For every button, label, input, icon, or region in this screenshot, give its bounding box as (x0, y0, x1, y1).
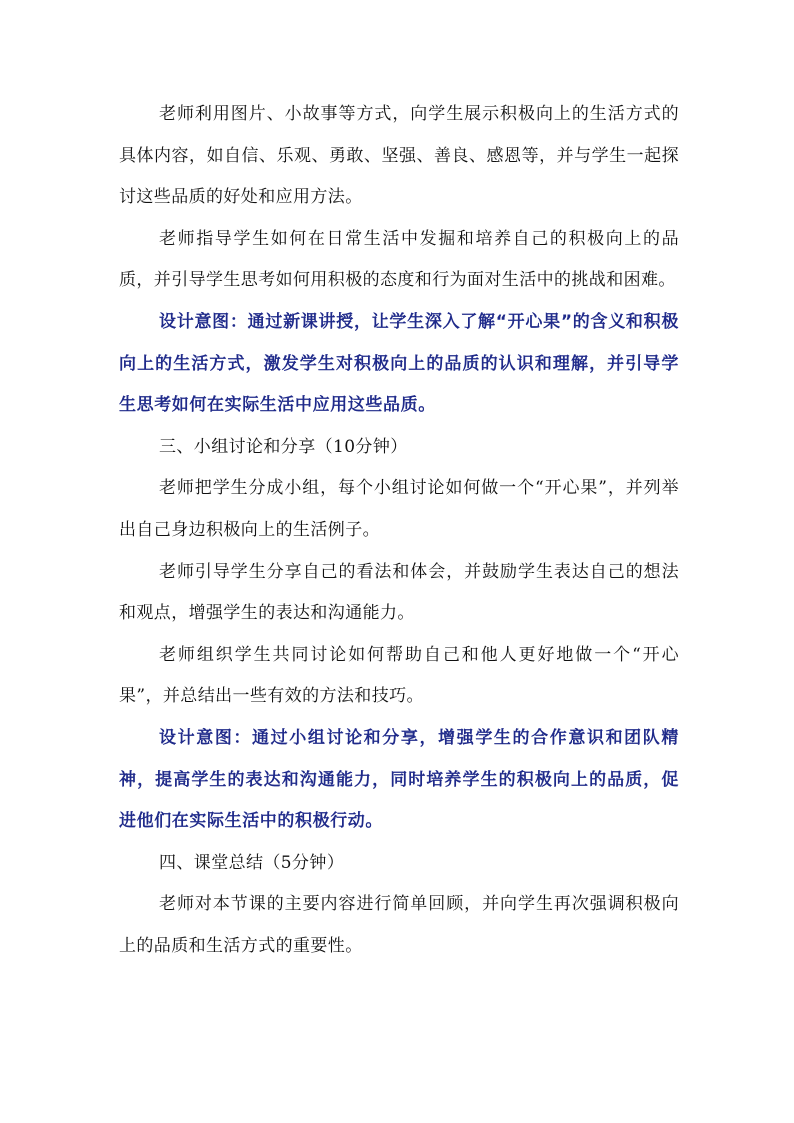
paragraph-joint-discussion: 老师组织学生共同讨论如何帮助自己和他人更好地做一个“开心果”，并总结出一些有效的方法和技巧。 (119, 644, 679, 707)
document-body (119, 94, 679, 967)
paragraph-sharing-views: 老师引导学生分享自己的看法和体会，并鼓励学生表达自己的想法和观点，增强学生的表达和沟通能力。 (119, 561, 679, 624)
design-intent-new-lesson: 设计意图：通过新课讲授，让学生深入了解“开心果”的含义和积极向上的生活方式，激发学生对积极向上的品质的认识和理解，并引导学生思考如何在实际生活中应用这些品质。 (119, 311, 679, 416)
section-heading-group-discussion: 三、小组讨论和分享（10分钟） (159, 436, 408, 457)
paragraph-class-summary: 老师对本节课的主要内容进行简单回顾，并向学生再次强调积极向上的品质和生活方式的重要性。 (119, 894, 679, 956)
design-intent-group-discussion: 设计意图：通过小组讨论和分享，增强学生的合作意识和团队精神，提高学生的表达和沟通能力，同时培养学生的积极向上的品质，促进他们在实际生活中的积极行动。 (119, 727, 679, 832)
paragraph-teacher-guides-qualities: 老师指导学生如何在日常生活中发掘和培养自己的积极向上的品质，并引导学生思考如何用积极的态度和行为面对生活中的挑战和困难。 (119, 228, 679, 291)
section-heading-class-summary: 四、课堂总结（5分钟） (159, 852, 345, 873)
paragraph-teacher-shows-lifestyle: 老师利用图片、小故事等方式，向学生展示积极向上的生活方式的具体内容，如自信、乐观、勇敢、坚强、善良、感恩等，并与学生一起探讨这些品质的好处和应用方法。 (119, 104, 679, 208)
paragraph-group-discussion: 老师把学生分成小组，每个小组讨论如何做一个“开心果”，并列举出自己身边积极向上的生活例子。 (119, 478, 679, 540)
